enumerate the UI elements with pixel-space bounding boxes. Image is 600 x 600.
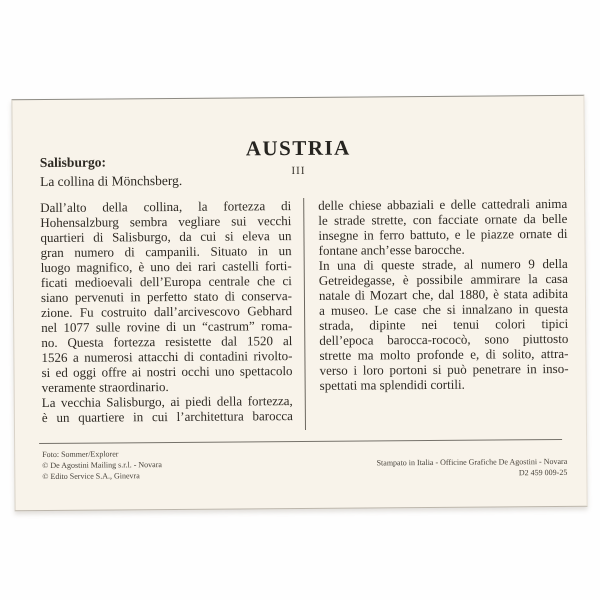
text-line: verso i loro portoni si può penetrare in inso- xyxy=(319,360,569,378)
text-line: In una di queste strade, al numero 9 della xyxy=(318,255,568,273)
text-line: insegne in ferro battuto, e le piazze ornate di xyxy=(318,225,568,243)
text-line: gran numero di campanili. Situato in un xyxy=(40,243,292,261)
text-line: nel 1077 sulle rovine di un “castrum” roma- xyxy=(41,318,293,336)
text-line: è un quartiere in cui l’architettura barocca xyxy=(41,408,293,426)
right-column xyxy=(318,196,569,393)
text-line: spettati ma splendidi cortili. xyxy=(319,376,465,393)
body-columns xyxy=(40,196,569,432)
text-line: Dall’alto della collina, la fortezza di xyxy=(40,198,292,216)
text-line: dell’epoca barocca-rococò, sono piuttosto xyxy=(319,330,569,348)
text-line: Getreidegasse, è possibile ammirare la casa xyxy=(318,270,568,288)
credit-line: © Edito Service S.A., Ginevra xyxy=(42,471,140,482)
series-numeral: III xyxy=(291,164,306,178)
text-line: delle chiese abbaziali e delle cattedrali anima xyxy=(318,195,568,213)
text-line: Hohensalzburg sembra vegliare sui vecchi xyxy=(40,213,292,231)
text-line: 1526 a numerosi attacchi di contadini rivolto- xyxy=(41,348,293,366)
text-line: strette ma molto profonde e, di solito, attra- xyxy=(319,345,569,363)
text-line: a museo. Le case che si innalzano in questa xyxy=(318,300,569,318)
text-line: fontane anch’esse barocche. xyxy=(318,241,465,258)
text-line: no. Questa fortezza resistette dal 1520 al xyxy=(41,333,293,351)
text-line: veramente straordinario. xyxy=(41,379,169,396)
left-column xyxy=(40,198,293,425)
text-line: natale di Mozart che, dal 1880, è stata adibita xyxy=(318,285,568,303)
text-line: si ed oggi offre ai nostri occhi uno spettacolo xyxy=(41,363,293,381)
place-heading xyxy=(40,152,183,191)
credit-line: D2 459 009-25 xyxy=(518,467,568,478)
credit-line: Foto: Sommer/Explorer xyxy=(42,449,119,460)
text-line: siano pervenuti in perfetto stato di conserva- xyxy=(40,288,293,306)
credits-left xyxy=(42,448,162,482)
place-subtitle: La collina di Mönchsberg. xyxy=(39,172,183,190)
text-line: strada, dipinte nei tenui colori tipici xyxy=(319,315,569,333)
text-line: luogo magnifico, è uno dei rari castelli forti- xyxy=(40,258,292,276)
postcard-back xyxy=(11,95,587,511)
column-divider xyxy=(303,198,306,430)
credits-right xyxy=(377,456,568,479)
credit-line: Stampato in Italia - Officine Grafiche De Agostini - Novara xyxy=(376,456,568,468)
credits-divider xyxy=(39,439,562,444)
text-line: ficati medioevali dell’Europa centrale che ci xyxy=(40,273,292,291)
text-line: La vecchia Salisburgo, ai piedi della fortezza, xyxy=(41,393,293,411)
text-line: quartieri di Salisburgo, da cui si eleva un xyxy=(40,228,292,246)
text-line: le strade strette, con facciate ornate da belle xyxy=(318,210,568,228)
country-title: AUSTRIA xyxy=(245,135,351,161)
place-title: Salisburgo: xyxy=(39,154,106,171)
text-line: zione. Fu costruito dall’arcivescovo Gebhard xyxy=(41,303,293,321)
credit-line: © De Agostini Mailing s.r.l. - Novara xyxy=(42,460,162,471)
